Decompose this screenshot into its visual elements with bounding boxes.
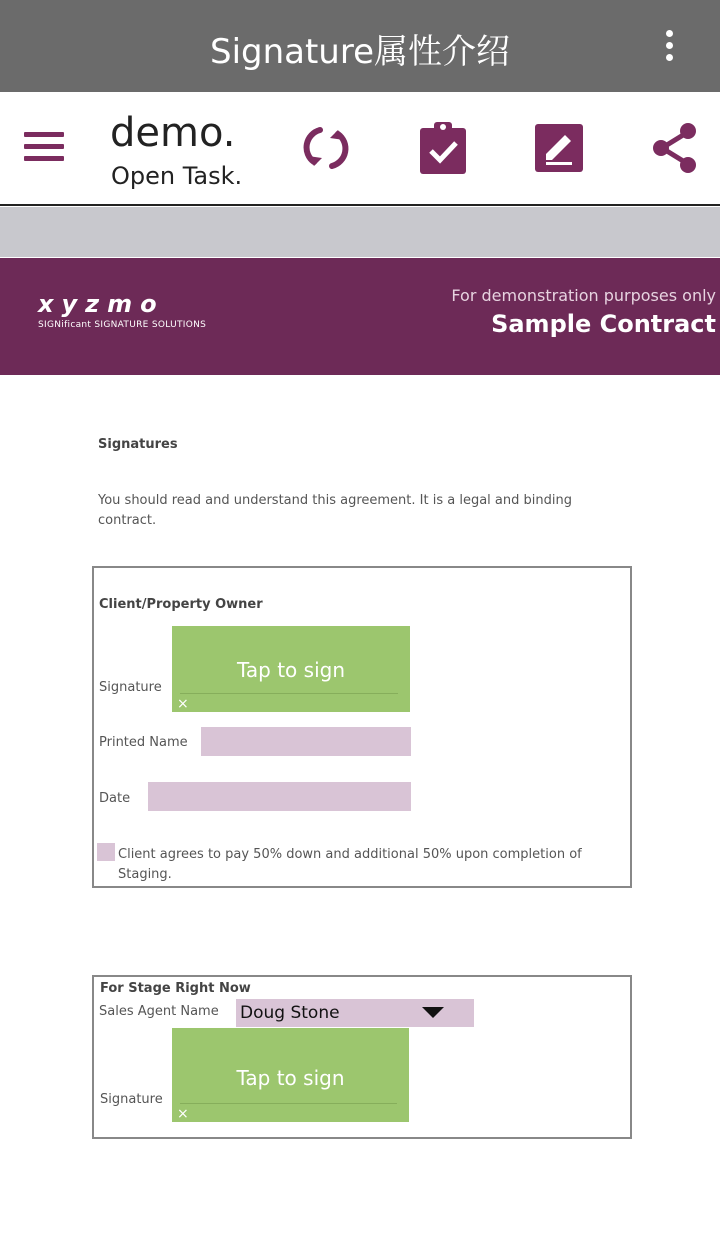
agent-sign-pad[interactable] — [172, 1028, 409, 1122]
agent-heading: For Stage Right Now — [100, 981, 251, 996]
client-signature-label: Signature — [99, 680, 162, 695]
sync-icon[interactable] — [298, 120, 354, 176]
client-sign-pad-text: Tap to sign — [237, 658, 345, 682]
more-vert-icon[interactable] — [666, 30, 676, 66]
client-sign-pad[interactable] — [172, 626, 410, 712]
demo-note: For demonstration purposes only — [451, 286, 716, 305]
share-icon[interactable] — [648, 120, 704, 176]
hamburger-icon[interactable] — [24, 132, 64, 162]
agent-signature-label: Signature — [100, 1092, 163, 1107]
agent-sign-pad-text: Tap to sign — [236, 1066, 345, 1090]
agent-name-value: Doug Stone — [240, 1003, 340, 1023]
date-field[interactable] — [148, 782, 411, 811]
company-logo: xyzmo — [38, 290, 165, 318]
section-title: Signatures — [98, 437, 178, 452]
app-title: Signature属性介绍 — [209, 32, 511, 72]
agreement-text: Client agrees to pay 50% down and additional 50% upon completion of Staging. — [118, 847, 582, 882]
document-toolbar — [0, 92, 720, 206]
printed-name-field[interactable] — [201, 727, 411, 756]
document-title: Sample Contract — [491, 310, 716, 338]
agent-name-label: Sales Agent Name — [99, 1004, 219, 1019]
date-label: Date — [99, 791, 131, 806]
sign-line — [180, 693, 398, 694]
document-name: demo. — [110, 110, 236, 156]
intro-text: You should read and understand this agreement. It is a legal and binding contract. — [98, 493, 572, 528]
printed-name-label: Printed Name — [99, 735, 188, 750]
sign-line — [180, 1103, 397, 1104]
agent-name-dropdown[interactable] — [236, 999, 474, 1027]
logo-subtitle: SIGNificant SIGNATURE SOLUTIONS — [38, 320, 207, 330]
agreement-checkbox[interactable] — [97, 843, 115, 861]
clipboard-check-icon[interactable] — [415, 120, 471, 176]
sign-mark: × — [177, 1106, 189, 1122]
document-status: Open Task. — [111, 162, 243, 190]
edit-icon[interactable] — [531, 120, 587, 176]
chevron-down-icon — [422, 1007, 444, 1018]
page-separator-bar — [0, 207, 720, 257]
app-title-bar — [0, 0, 720, 92]
sign-mark: × — [177, 696, 189, 712]
client-heading: Client/Property Owner — [99, 597, 263, 612]
